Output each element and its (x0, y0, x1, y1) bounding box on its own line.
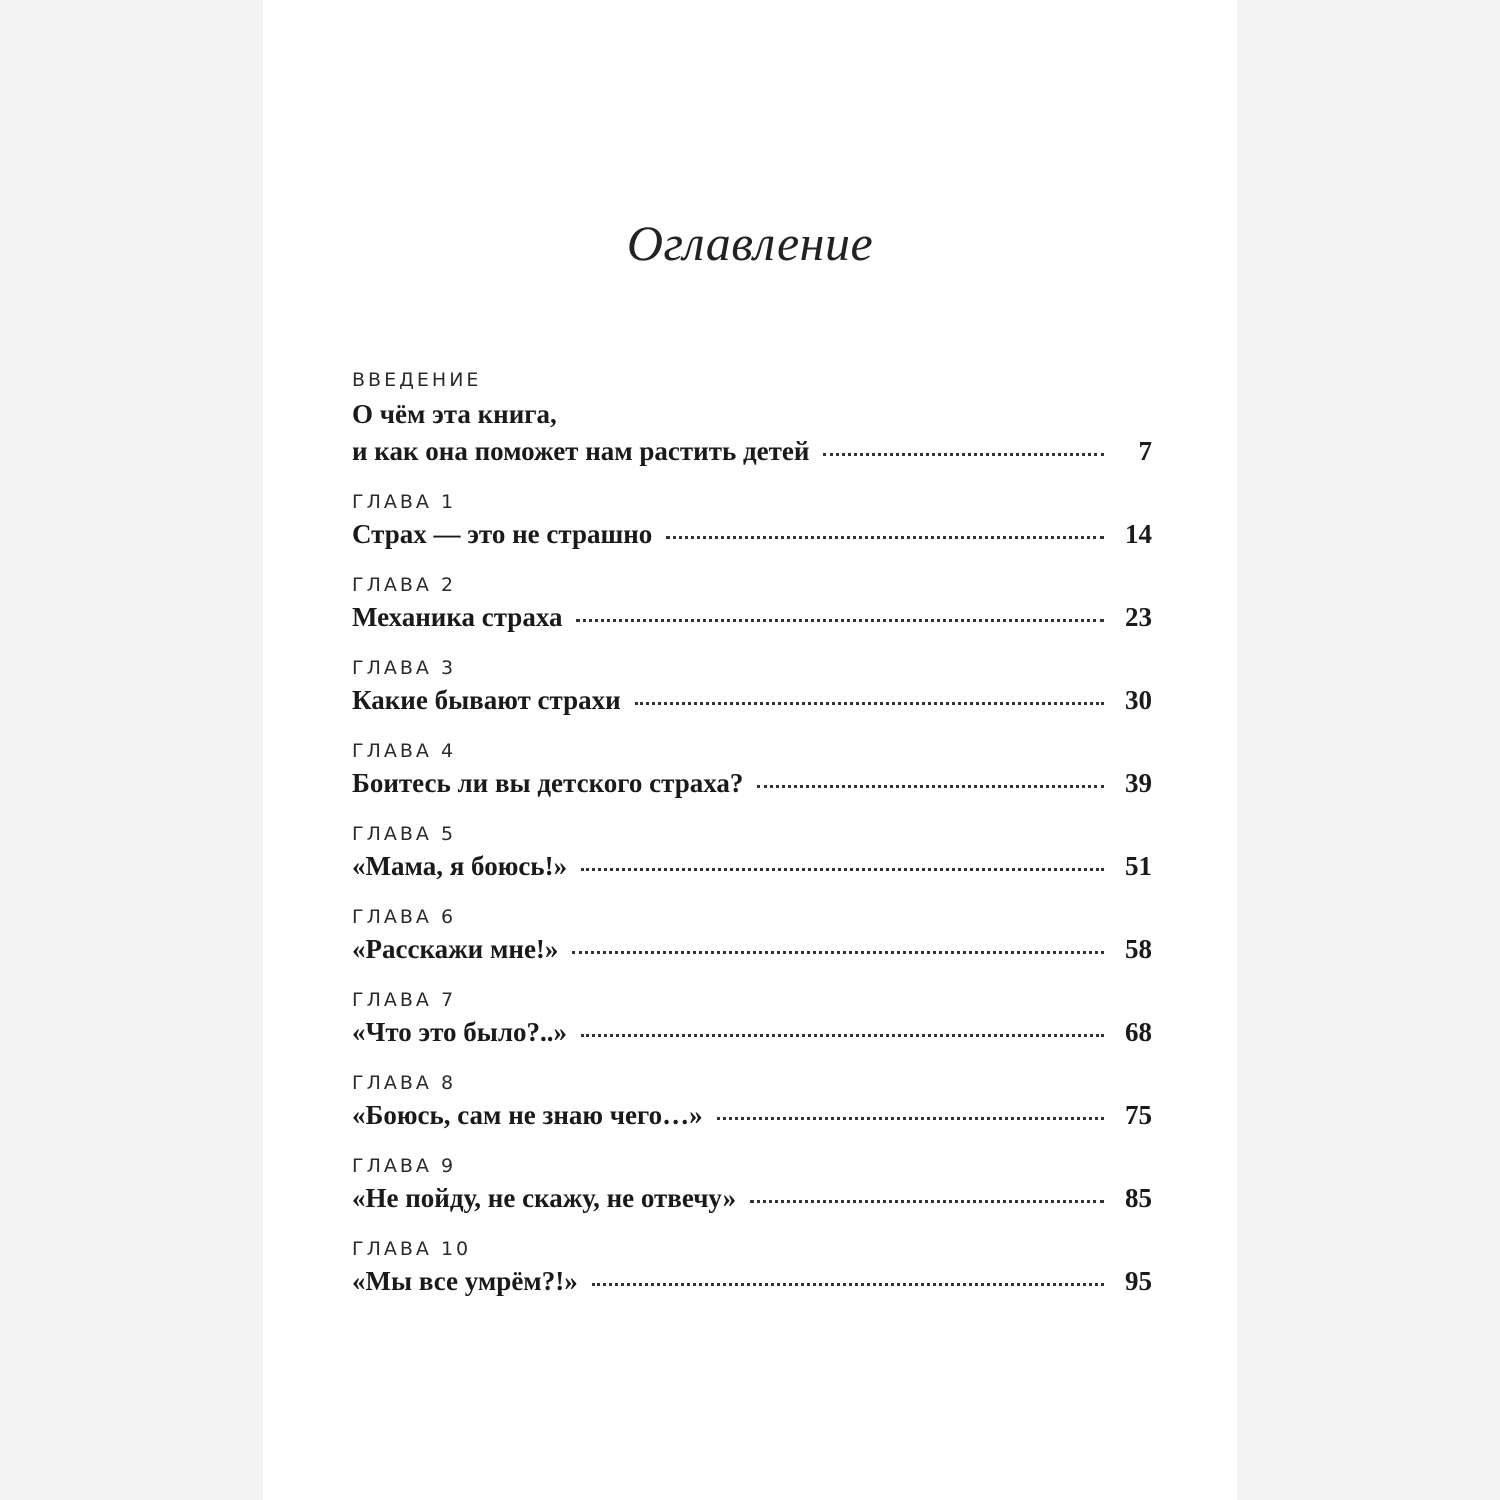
dot-leader (666, 536, 1104, 539)
dot-leader (717, 1117, 1104, 1120)
toc-entry-chapter-10 (352, 1235, 1152, 1300)
chapter-label: ГЛАВА 10 (352, 1238, 472, 1260)
dot-leader (757, 785, 1104, 788)
entry-line (352, 1014, 1152, 1051)
dot-leader (572, 951, 1104, 954)
page-title: Оглавление (626, 215, 874, 271)
entry-line (352, 931, 1152, 968)
chapter-label: ГЛАВА 5 (352, 823, 457, 845)
chapter-label: ГЛАВА 3 (352, 657, 457, 679)
chapter-label: ВВЕДЕНИЕ (352, 369, 482, 391)
entry-title: «Боюсь, сам не знаю чего…» (352, 1100, 703, 1130)
page-number: 75 (1125, 1100, 1152, 1130)
entry-line (352, 433, 1152, 470)
toc-entry-chapter-3 (352, 654, 1152, 719)
page-number: 39 (1125, 768, 1152, 798)
dot-leader (592, 1283, 1104, 1286)
chapter-label: ГЛАВА 6 (352, 906, 457, 928)
page-number: 23 (1125, 602, 1152, 632)
page-number: 14 (1125, 519, 1152, 549)
page-number: 68 (1125, 1017, 1152, 1047)
toc-entry-chapter-7 (352, 986, 1152, 1051)
entry-title: Какие бывают страхи (352, 685, 621, 715)
chapter-label: ГЛАВА 9 (352, 1155, 457, 1177)
entry-title: Боитесь ли вы детского страха? (352, 768, 744, 798)
entry-title: «Мы все умрём?!» (352, 1266, 578, 1296)
dot-leader (576, 619, 1104, 622)
chapter-label: ГЛАВА 8 (352, 1072, 457, 1094)
toc-entry-intro (352, 366, 1152, 470)
entry-title: Механика страха (352, 602, 563, 632)
page-number: 51 (1125, 851, 1152, 881)
entry-line (352, 1180, 1152, 1217)
page-number: 85 (1125, 1183, 1152, 1213)
toc-entry-chapter-1 (352, 488, 1152, 553)
toc-list (352, 363, 1152, 1300)
entry-title: «Мама, я боюсь!» (352, 851, 568, 881)
entry-line (352, 765, 1152, 802)
page-number: 30 (1125, 685, 1152, 715)
entry-title: «Расскажи мне!» (352, 934, 559, 964)
entry-line (352, 848, 1152, 885)
chapter-label: ГЛАВА 2 (352, 574, 457, 596)
entry-title: Страх — это не страшно (352, 519, 653, 549)
page-number: 95 (1125, 1266, 1152, 1296)
book-page (263, 0, 1237, 1500)
toc-entry-chapter-2 (352, 571, 1152, 636)
page-number: 7 (1138, 436, 1152, 466)
dot-leader (823, 453, 1104, 456)
dot-leader (581, 868, 1104, 871)
chapter-label: ГЛАВА 1 (352, 491, 457, 513)
page-number: 58 (1125, 934, 1152, 964)
dot-leader (750, 1200, 1104, 1203)
dot-leader (635, 702, 1104, 705)
toc-entry-chapter-4 (352, 737, 1152, 802)
entry-title-line2: и как она поможет нам растить детей (352, 436, 810, 466)
toc-entry-chapter-9 (352, 1152, 1152, 1217)
dot-leader (581, 1034, 1104, 1037)
entry-title-line1: О чём эта книга, (352, 399, 557, 429)
entry-line (352, 599, 1152, 636)
entry-line (352, 516, 1152, 553)
chapter-label: ГЛАВА 7 (352, 989, 457, 1011)
entry-line (352, 1097, 1152, 1134)
chapter-label: ГЛАВА 4 (352, 740, 457, 762)
entry-title: «Не пойду, не скажу, не отвечу» (352, 1183, 737, 1213)
entry-title: «Что это было?..» (352, 1017, 568, 1047)
toc-entry-chapter-8 (352, 1069, 1152, 1134)
entry-line (352, 1263, 1152, 1300)
entry-line (352, 682, 1152, 719)
toc-entry-chapter-6 (352, 903, 1152, 968)
toc-entry-chapter-5 (352, 820, 1152, 885)
